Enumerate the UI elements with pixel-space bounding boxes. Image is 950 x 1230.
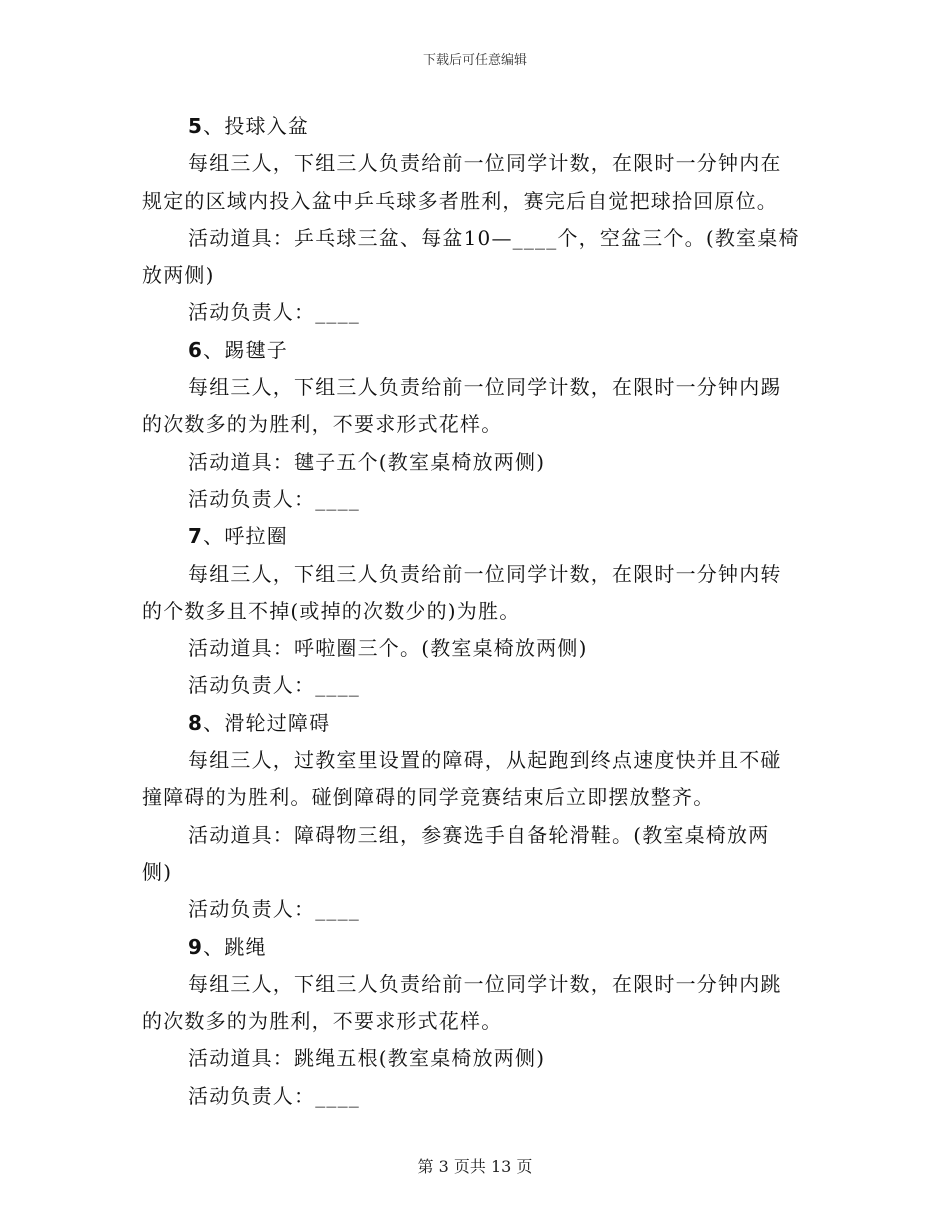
section-heading	[142, 518, 802, 555]
paragraph-line: 的个数多且不掉(或掉的次数少的)为胜。	[142, 598, 521, 623]
section-number: 5	[188, 114, 204, 138]
section-title: 、呼拉圈	[203, 524, 288, 549]
section-title: 、投球入盆	[203, 114, 310, 138]
paragraph-line: 每组三人，下组三人负责给前一位同学计数，在限时一分钟内转	[188, 561, 782, 586]
section-title: 、跳绳	[203, 934, 267, 959]
section-number: 7	[188, 524, 204, 549]
responsible-person-line: 活动负责人：____	[188, 1083, 360, 1108]
section-number: 9	[188, 934, 204, 959]
responsible-person-line: 活动负责人：____	[188, 673, 360, 698]
paragraph-line: 侧)	[142, 859, 173, 884]
paragraph-line: 的次数多的为胜利，不要求形式花样。	[142, 1009, 503, 1034]
paragraph-line: 放两侧)	[142, 263, 215, 288]
responsible-person-line: 活动负责人：____	[188, 897, 360, 922]
page-footer: 第 3 页共 13 页	[417, 1157, 533, 1176]
page-header: 下载后可任意编辑	[422, 53, 527, 68]
responsible-person-line: 活动负责人：____	[188, 300, 360, 325]
paragraph-line: 活动道具：毽子五个(教室桌椅放两侧)	[188, 449, 546, 474]
paragraph-line: 活动道具：乒乓球三盆、每盆10—____个，空盆三个。(教室桌椅	[188, 225, 800, 250]
paragraph-line: 每组三人，下组三人负责给前一位同学计数，在限时一分钟内跳	[188, 971, 782, 996]
paragraph-line: 撞障碍的为胜利。碰倒障碍的同学竞赛结束后立即摆放整齐。	[142, 785, 715, 810]
section-number: 6	[188, 337, 204, 362]
paragraph-line: 活动道具：呼啦圈三个。(教室桌椅放两侧)	[188, 636, 588, 661]
paragraph-line: 的次数多的为胜利，不要求形式花样。	[142, 412, 503, 437]
paragraph-line: 每组三人，下组三人负责给前一位同学计数，在限时一分钟内在	[188, 151, 782, 176]
paragraph-line: 活动道具：障碍物三组，参赛选手自备轮滑鞋。(教室桌椅放两	[188, 822, 770, 847]
section-title: 、踢毽子	[203, 337, 288, 362]
section-heading	[142, 929, 802, 966]
section-heading	[142, 705, 802, 742]
document-body	[142, 108, 802, 1115]
section-number: 8	[188, 710, 204, 735]
paragraph-line: 每组三人，下组三人负责给前一位同学计数，在限时一分钟内踢	[188, 375, 782, 400]
section-heading	[142, 108, 802, 145]
section-title: 、滑轮过障碍	[203, 710, 331, 735]
section-heading	[142, 332, 802, 369]
responsible-person-line: 活动负责人：____	[188, 486, 360, 511]
paragraph-line: 每组三人，过教室里设置的障碍，从起跑到终点速度快并且不碰	[188, 748, 782, 773]
paragraph-line: 活动道具：跳绳五根(教室桌椅放两侧)	[188, 1046, 546, 1071]
paragraph-line: 规定的区域内投入盆中乒乓球多者胜利，赛完后自觉把球拾回原位。	[142, 188, 778, 213]
